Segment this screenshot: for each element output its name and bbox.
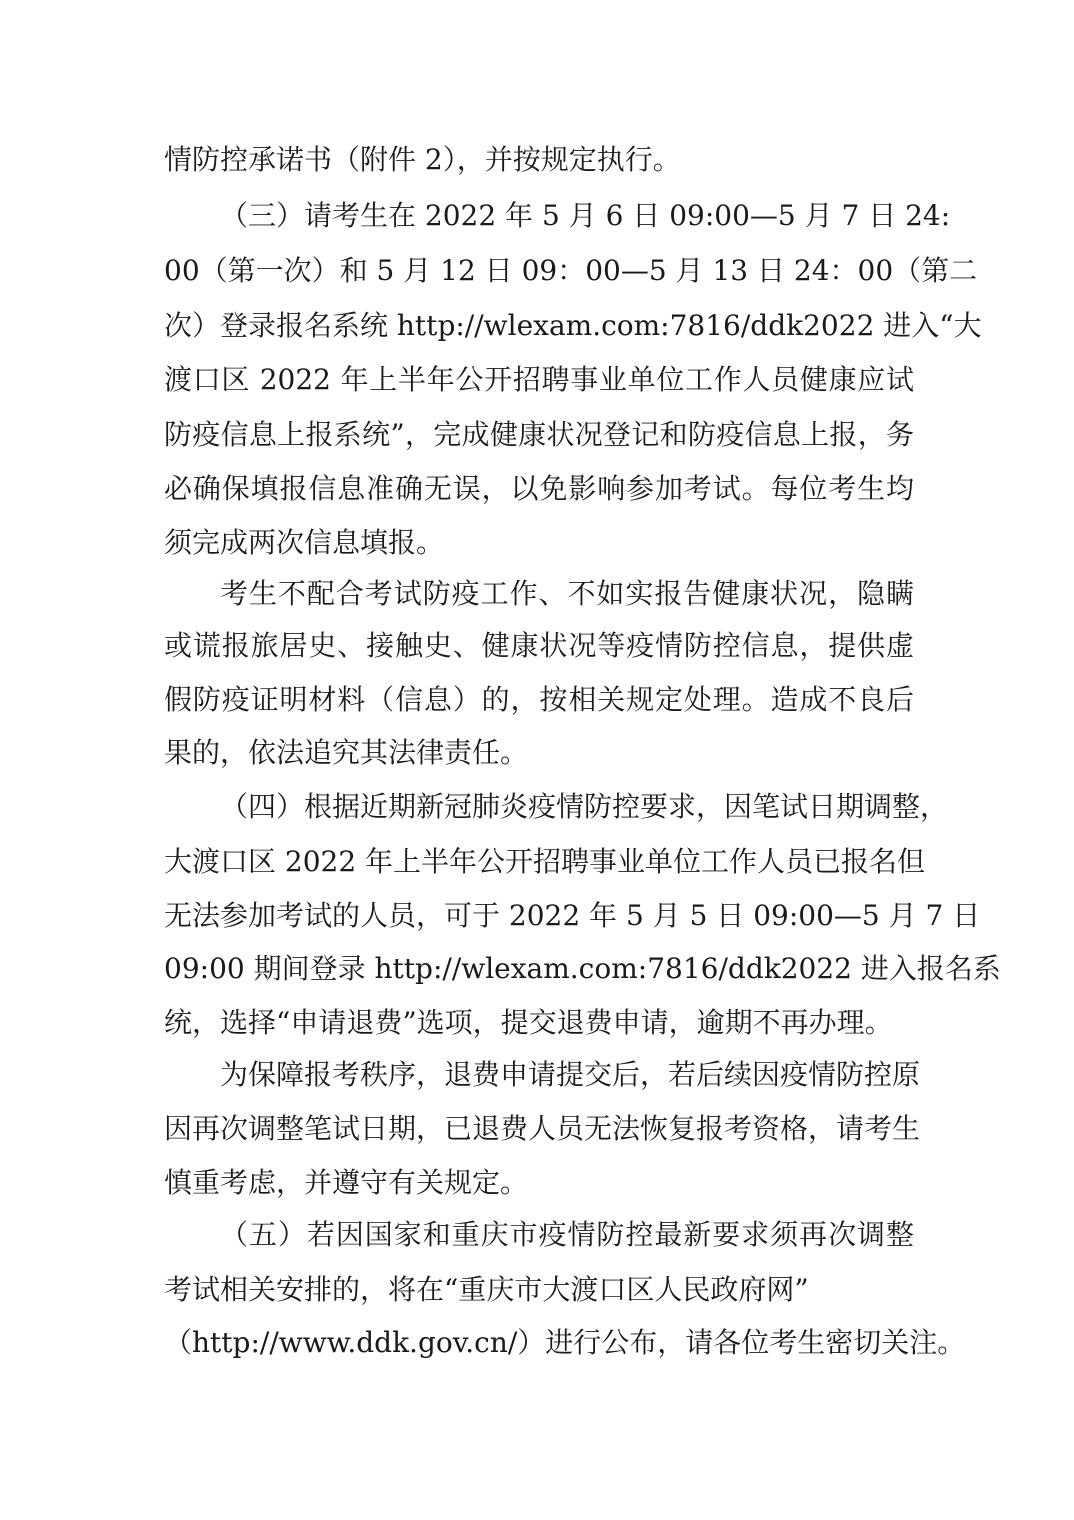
text-line: 次）登录报名系统 http://wlexam.com:7816/ddk2022 进入“大 [164,309,982,342]
text-line: 考试相关安排的，将在“重庆市大渡口区人民政府网” [164,1273,809,1306]
text-line: 慎重考虑，并遵守有关规定。 [164,1166,529,1199]
text-line: 须完成两次信息填报。 [164,526,445,559]
text-line: 大渡口区 2022 年上半年公开招聘事业单位工作人员已报名但 [164,845,926,878]
text-line: （http://www.ddk.gov.cn/）进行公布，请各位考生密切关注。 [164,1326,966,1359]
text-line: 防疫信息上报系统”，完成健康状况登记和防疫信息上报，务 [164,418,914,451]
text-line: 渡口区 2022 年上半年公开招聘事业单位工作人员健康应试 [164,363,914,396]
text-line: 因再次调整笔试日期，已退费人员无法恢复报考资格，请考生 [164,1112,921,1145]
text-line: 果的，依法追究其法律责任。 [164,736,529,769]
paragraph-heading-3: （三）请考生在 2022 年 5 月 6 日 09:00—5 月 7 日 24: [220,199,951,232]
text-line: 假防疫证明材料（信息）的，按相关规定处理。造成不良后 [164,683,914,716]
text-line: 无法参加考试的人员，可于 2022 年 5 月 5 日 09:00—5 月 7 日 [164,899,981,932]
text-line: 情防控承诺书（附件 2），并按规定执行。 [164,143,681,176]
text-line: 必确保填报信息准确无误，以免影响参加考试。每位考生均 [164,472,914,505]
text-line: 09:00 期间登录 http://wlexam.com:7816/ddk2022 进入报名系 [164,952,1001,985]
text-line: 统，选择“申请退费”选项，提交退费申请，逾期不再办理。 [164,1006,893,1039]
text-line: 或谎报旅居史、接触史、健康状况等疫情防控信息，提供虚 [164,629,914,662]
paragraph-heading-4: （四）根据近期新冠肺炎疫情防控要求，因笔试日期调整， [220,790,949,823]
paragraph-start: 为保障报考秩序，退费申请提交后，若后续因疫情防控原 [220,1058,921,1091]
paragraph-heading-5: （五）若因国家和重庆市疫情防控最新要求须再次调整 [220,1218,914,1251]
text-line: 00（第一次）和 5 月 12 日 09：00—5 月 13 日 24：00（第二 [164,254,978,287]
paragraph-start: 考生不配合考试防疫工作、不如实报告健康状况，隐瞒 [220,577,914,610]
